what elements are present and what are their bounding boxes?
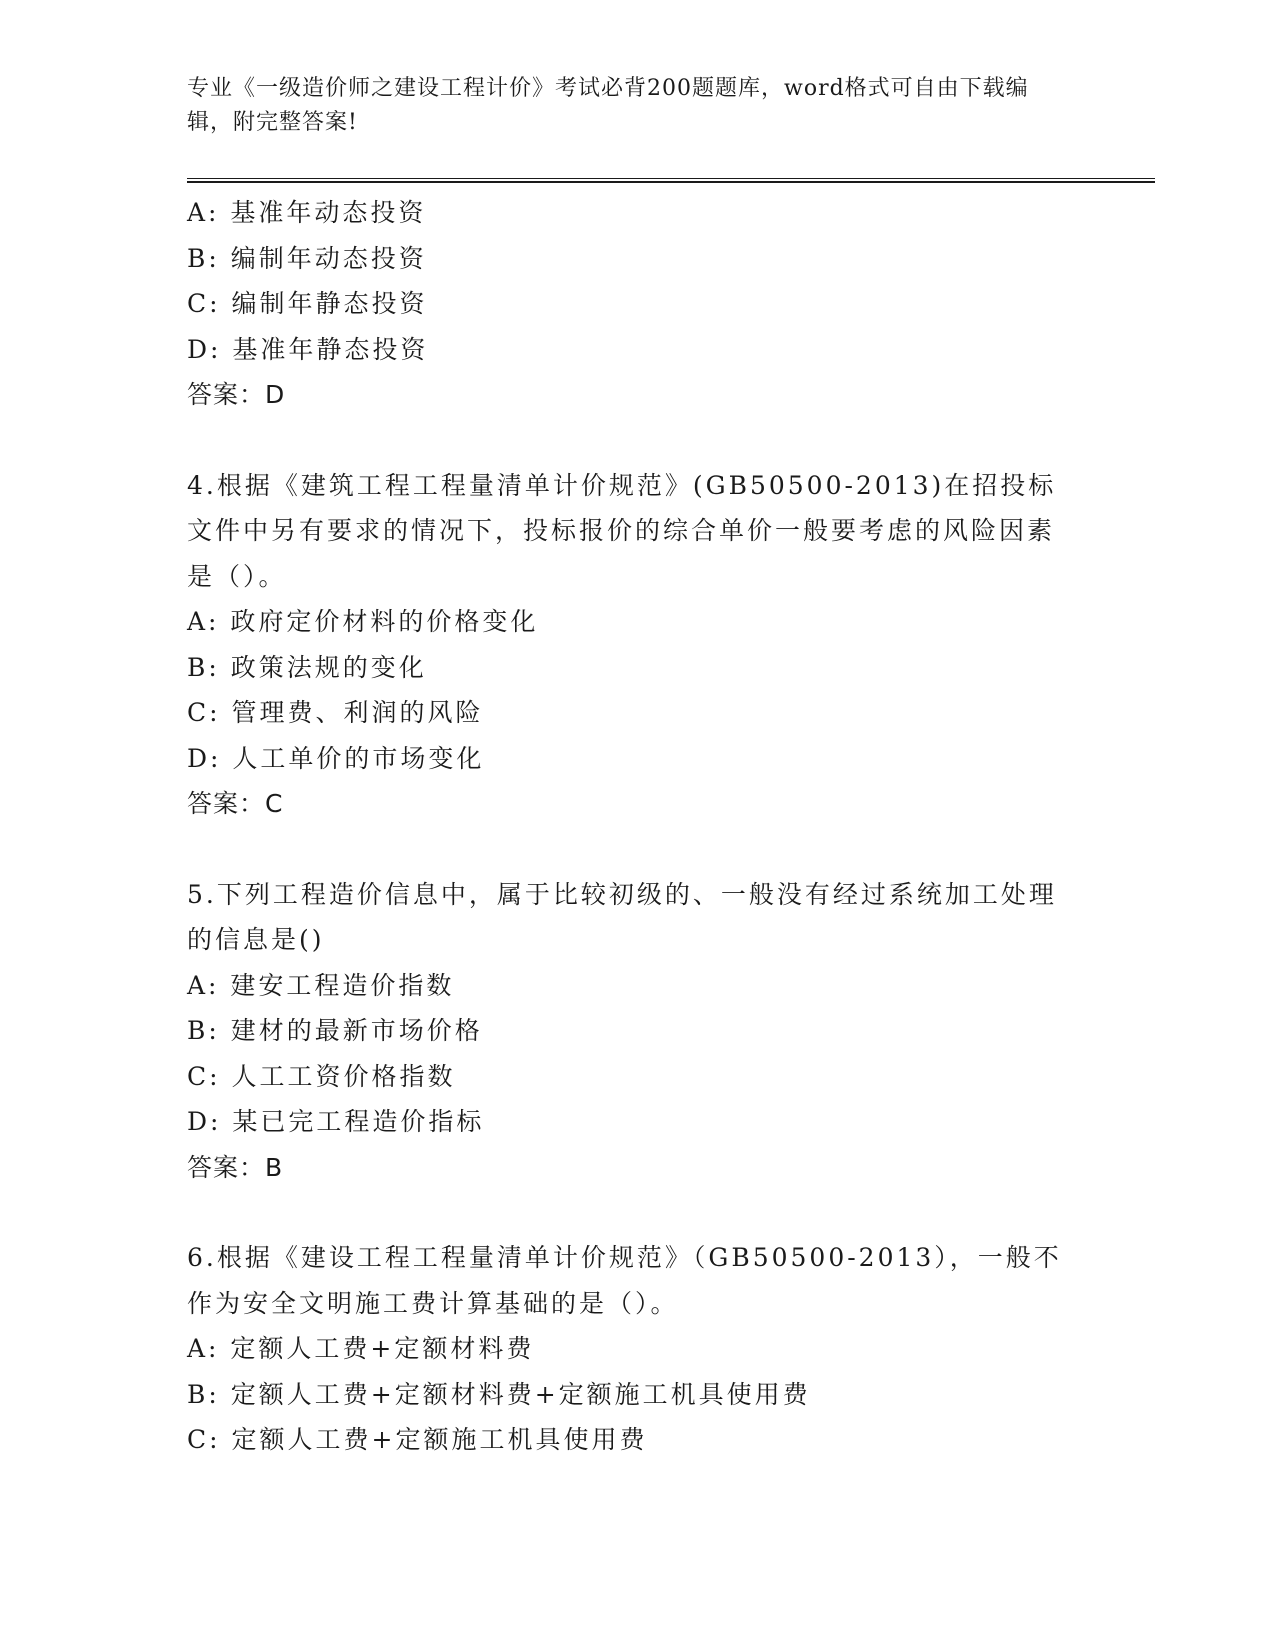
option-b: B: 建材的最新市场价格 (187, 1016, 483, 1045)
option-c: C: 管理费、利润的风险 (187, 698, 484, 727)
answer: 答案：B (187, 1152, 284, 1182)
option-d: D: 基准年静态投资 (187, 334, 429, 364)
question-stem: 5.下列工程造价信息中，属于比较初级的、一般没有经过系统加工处理的信息是() (187, 879, 1057, 954)
answer: 答案：D (187, 380, 286, 409)
option-c: C: 定额人工费+定额施工机具使用费 (187, 1425, 648, 1454)
header-divider-thick (187, 181, 1155, 183)
option-c: C: 编制年静态投资 (187, 289, 428, 318)
option-a: A: 建安工程造价指数 (187, 970, 455, 1000)
option-d: D: 某已完工程造价指标 (187, 1107, 485, 1136)
question-5 (187, 872, 1067, 1191)
question-stem: 6.根据《建设工程工程量清单计价规范》（GB50500-2013），一般不作为安全文明施工费计算基础的是（）。 (187, 1243, 1062, 1318)
option-a: A: 定额人工费+定额材料费 (187, 1334, 535, 1363)
question-list (187, 190, 1067, 1463)
option-b: B: 编制年动态投资 (187, 243, 427, 273)
question-3-tail (187, 190, 1067, 418)
header-divider-thin (187, 178, 1155, 179)
document-header: 专业《一级造价师之建设工程计价》考试必背200题题库，word格式可自由下载编辑，附完整答案! (187, 76, 1029, 135)
option-d: D: 人工单价的市场变化 (187, 743, 485, 773)
option-a: A: 政府定价材料的价格变化 (187, 607, 539, 636)
option-b: B: 政策法规的变化 (187, 652, 427, 682)
option-a: A: 基准年动态投资 (187, 198, 427, 227)
question-stem: 4.根据《建筑工程工程量清单计价规范》(GB50500-2013)在招投标文件中另有要求的情况下，投标报价的综合单价一般要考虑的风险因素是（）。 (187, 470, 1057, 591)
question-6 (187, 1235, 1067, 1463)
option-c: C: 人工工资价格指数 (187, 1061, 456, 1091)
answer: 答案：C (187, 789, 284, 818)
question-4 (187, 463, 1067, 827)
option-b: B: 定额人工费+定额材料费+定额施工机具使用费 (187, 1379, 811, 1409)
